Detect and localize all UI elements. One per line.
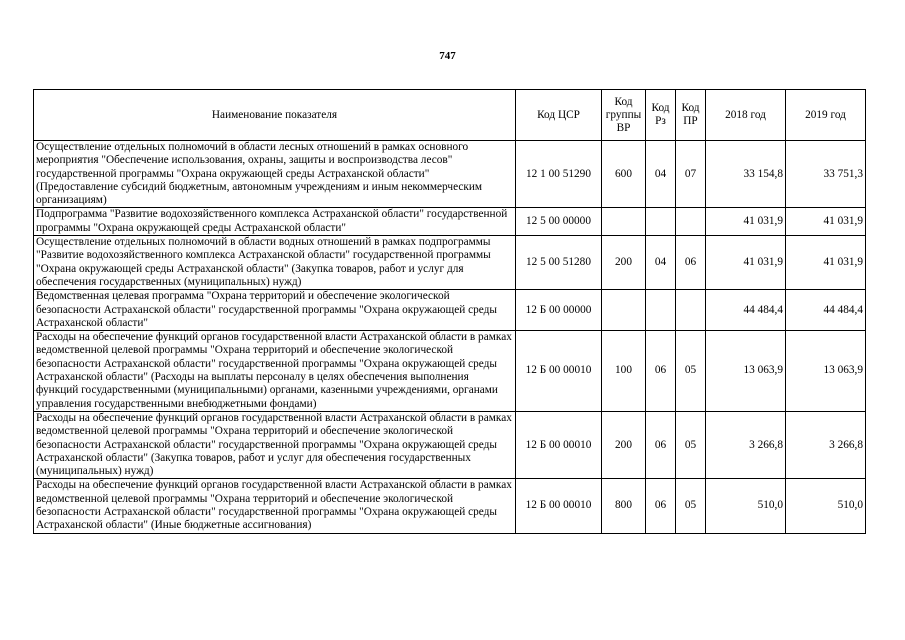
table-row bbox=[34, 331, 866, 412]
table-row bbox=[34, 479, 866, 533]
row-vr: 100 bbox=[602, 331, 646, 412]
row-2019: 13 063,9 bbox=[786, 331, 866, 412]
row-name: Расходы на обеспечение функций органов государственной власти Астраханской области в рамках ведомственной целевой программы "Охрана территорий и обеспечение экологической безопасности Астраханской области" государственной программы "Охрана окружающей среды Астраханской области" (Закупка товаров, работ и услуг для обеспечения государственных (муниципальных) нужд) bbox=[34, 411, 516, 478]
row-name: Осуществление отдельных полномочий в области водных отношений в рамках подпрограммы "Развитие водохозяйственного комплекса Астраханской области" государственной программы "Охрана окружающей среды Астраханской области" (Закупка товаров, работ и услуг для обеспечения государственных (муниципальных) нужд) bbox=[34, 236, 516, 290]
row-2018: 33 154,8 bbox=[706, 141, 786, 208]
row-csr: 12 5 00 51280 bbox=[516, 236, 602, 290]
row-name: Осуществление отдельных полномочий в области лесных отношений в рамках основного мероприятия "Обеспечение использования, охраны, защиты и воспроизводства лесов" государственной программы "Охрана окружающей среды Астраханской области" (Предоставление субсидий бюджетным, автономным учреждениям и иным некоммерческим организациям) bbox=[34, 141, 516, 208]
row-2019: 41 031,9 bbox=[786, 208, 866, 236]
row-pr: 07 bbox=[676, 141, 706, 208]
row-2019: 510,0 bbox=[786, 479, 866, 533]
row-pr: 05 bbox=[676, 411, 706, 478]
row-rz: 04 bbox=[646, 141, 676, 208]
header-2019: 2019 год bbox=[786, 90, 866, 141]
row-csr: 12 5 00 00000 bbox=[516, 208, 602, 236]
table-row bbox=[34, 236, 866, 290]
table-row bbox=[34, 411, 866, 478]
page-number: 747 bbox=[439, 50, 456, 62]
row-2018: 41 031,9 bbox=[706, 208, 786, 236]
row-2018: 13 063,9 bbox=[706, 331, 786, 412]
row-pr: 05 bbox=[676, 479, 706, 533]
row-name: Ведомственная целевая программа "Охрана территорий и обеспечение экологической безопасности Астраханской области" государственной программы "Охрана окружающей среды Астраханской области" bbox=[34, 290, 516, 331]
row-vr bbox=[602, 290, 646, 331]
row-vr bbox=[602, 208, 646, 236]
row-vr: 600 bbox=[602, 141, 646, 208]
row-name: Подпрограмма "Развитие водохозяйственного комплекса Астраханской области" государственной программы "Охрана окружающей среды Астраханской области" bbox=[34, 208, 516, 236]
table-header bbox=[34, 90, 866, 141]
row-csr: 12 Б 00 00000 bbox=[516, 290, 602, 331]
row-vr: 800 bbox=[602, 479, 646, 533]
row-2018: 44 484,4 bbox=[706, 290, 786, 331]
row-2019: 33 751,3 bbox=[786, 141, 866, 208]
header-vr: Код группы ВР bbox=[602, 90, 646, 141]
header-2018: 2018 год bbox=[706, 90, 786, 141]
budget-table bbox=[33, 89, 866, 534]
header-name: Наименование показателя bbox=[34, 90, 516, 141]
table-body bbox=[34, 141, 866, 534]
row-name: Расходы на обеспечение функций органов государственной власти Астраханской области в рамках ведомственной целевой программы "Охрана территорий и обеспечение экологической безопасности Астраханской области" государственной программы "Охрана окружающей среды Астраханской области" (Расходы на выплаты персоналу в целях обеспечения выполнения функций государственными (муниципальными) органами, казенными учреждениями, органами управления государственными внебюджетными фондами) bbox=[34, 331, 516, 412]
row-rz: 06 bbox=[646, 411, 676, 478]
header-rz: Код Рз bbox=[646, 90, 676, 141]
row-csr: 12 Б 00 00010 bbox=[516, 411, 602, 478]
row-rz: 04 bbox=[646, 236, 676, 290]
row-2018: 510,0 bbox=[706, 479, 786, 533]
row-pr bbox=[676, 290, 706, 331]
row-2018: 41 031,9 bbox=[706, 236, 786, 290]
row-csr: 12 Б 00 00010 bbox=[516, 331, 602, 412]
row-rz bbox=[646, 290, 676, 331]
row-csr: 12 1 00 51290 bbox=[516, 141, 602, 208]
row-rz bbox=[646, 208, 676, 236]
row-rz: 06 bbox=[646, 331, 676, 412]
header-csr: Код ЦСР bbox=[516, 90, 602, 141]
row-csr: 12 Б 00 00010 bbox=[516, 479, 602, 533]
row-pr bbox=[676, 208, 706, 236]
header-pr: Код ПР bbox=[676, 90, 706, 141]
row-2019: 44 484,4 bbox=[786, 290, 866, 331]
table-row bbox=[34, 141, 866, 208]
row-2019: 41 031,9 bbox=[786, 236, 866, 290]
row-2019: 3 266,8 bbox=[786, 411, 866, 478]
row-vr: 200 bbox=[602, 236, 646, 290]
table-row bbox=[34, 208, 866, 236]
row-vr: 200 bbox=[602, 411, 646, 478]
row-name: Расходы на обеспечение функций органов государственной власти Астраханской области в рамках ведомственной целевой программы "Охрана территорий и обеспечение экологической безопасности Астраханской области" государственной программы "Охрана окружающей среды Астраханской области" (Иные бюджетные ассигнования) bbox=[34, 479, 516, 533]
row-pr: 05 bbox=[676, 331, 706, 412]
row-2018: 3 266,8 bbox=[706, 411, 786, 478]
row-pr: 06 bbox=[676, 236, 706, 290]
table-row bbox=[34, 290, 866, 331]
row-rz: 06 bbox=[646, 479, 676, 533]
